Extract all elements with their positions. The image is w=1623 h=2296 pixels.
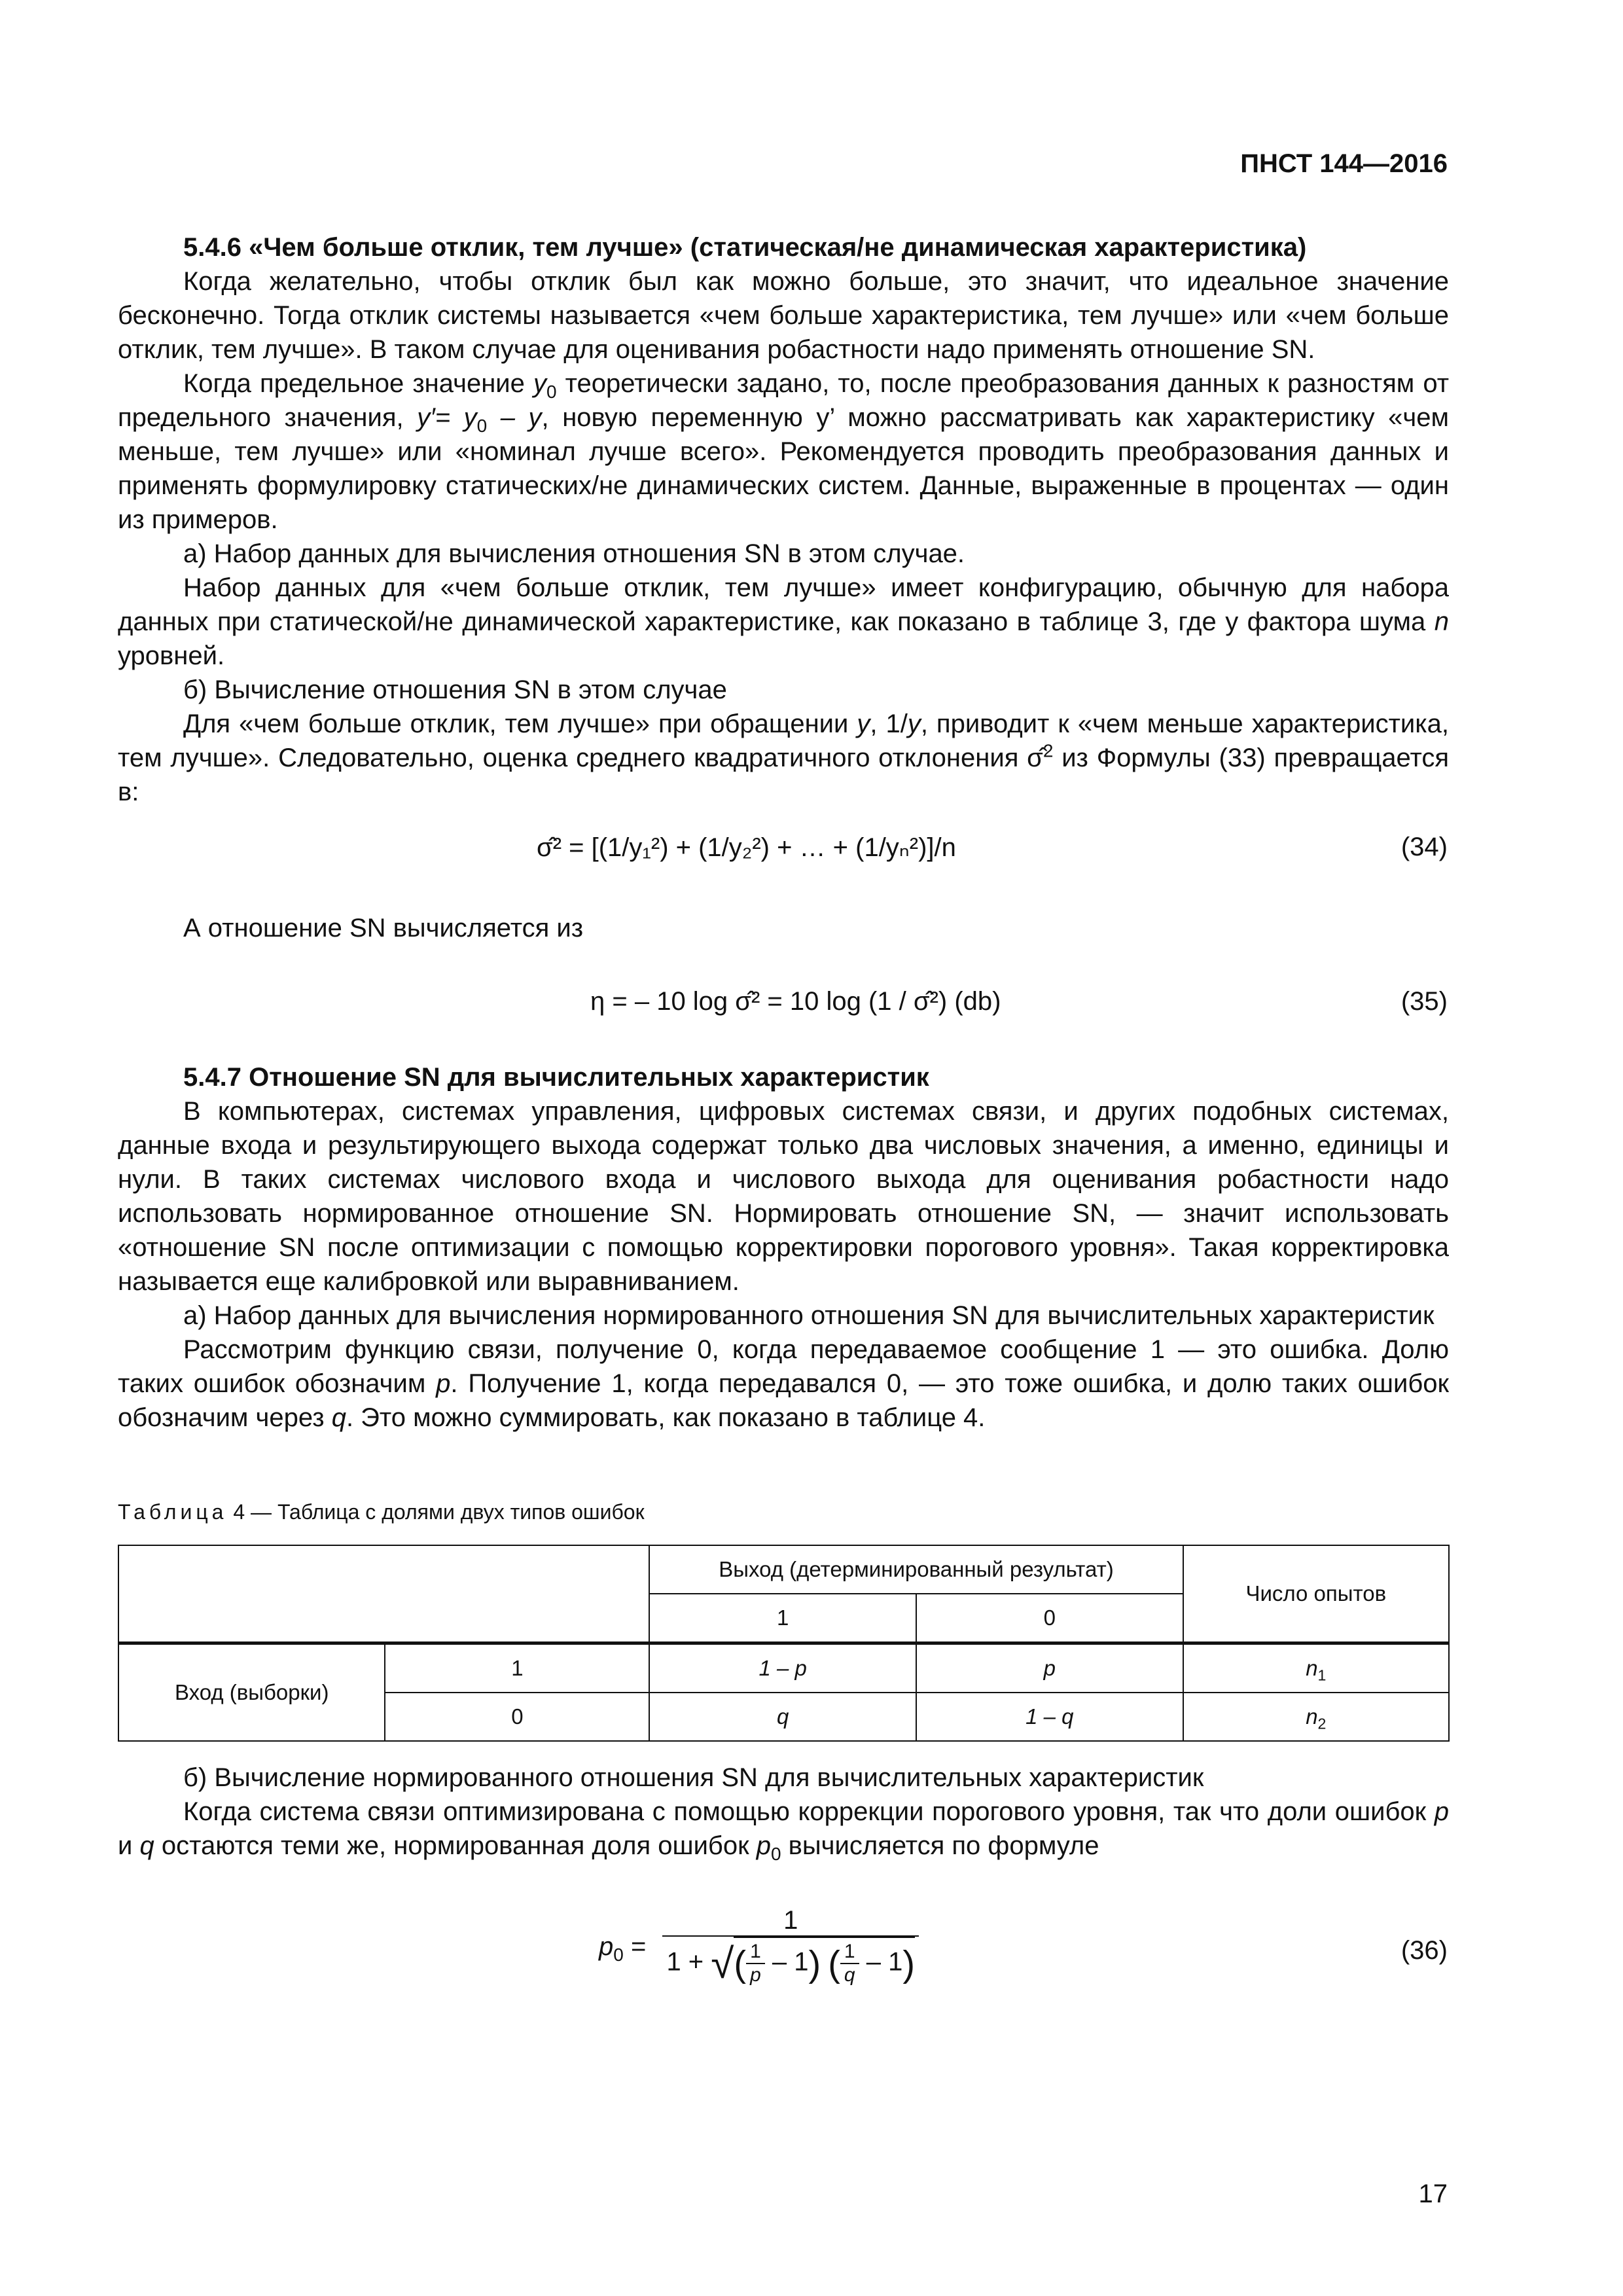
cell-input-0: 0 (385, 1693, 649, 1741)
section-5-4-7-b (118, 1761, 1449, 1863)
page-number: 17 (1418, 2179, 1448, 2208)
equation-number-35: (35) (1400, 987, 1448, 1016)
eq36-denominator: 1 + √( $\frac{1}{p}$ – 1) ( $\frac{1}{q}$ – 1) (662, 1937, 919, 1988)
paragraph: Набор данных для «чем больше отклик, тем лучше» имеет конфигурацию, обычную для набора данных при статической/не динамической характеристике, как показано в таблице 3, где у фактора шума n уровней. (118, 573, 1449, 670)
header-output: Выход (детерминированный результат) (649, 1545, 1183, 1594)
header-out-0: 0 (916, 1594, 1183, 1643)
paragraph: Когда система связи оптимизирована с помощью коррекции порогового уровня, так что доли ошибок p и q остаются теми же, нормированная доля ошибок $p_0$ вычисляется по формуле (118, 1797, 1449, 1864)
sn-from-line: А отношение SN вычисляется из (183, 914, 584, 942)
cell-r2-n: $n_2$ (1183, 1693, 1449, 1741)
cell-r2-c0: 1 – q (916, 1693, 1183, 1741)
doc-code-header: ПНСТ 144—2016 (1240, 149, 1448, 178)
section-heading: 5.4.7 Отношение SN для вычислительных характеристик (183, 1063, 929, 1092)
equation-number-36: (36) (1400, 1936, 1448, 1965)
item-a-title: а) Набор данных для вычисления нормированного отношения SN для вычислительных характеристик (183, 1301, 1435, 1330)
eq36-numerator: 1 (662, 1906, 919, 1937)
item-b-title: б) Вычисление нормированного отношения SN для вычислительных характеристик (183, 1763, 1204, 1792)
cell-r1-n: $n_1$ (1183, 1643, 1449, 1693)
error-table (118, 1545, 1450, 1742)
section-5-4-7 (118, 1060, 1449, 1435)
paragraph: Когда желательно, чтобы отклик был как можно больше, это значит, что идеальное значение бесконечно. Тогда отклик системы называется «чем больше характеристика, тем лучше» или «чем больше отклик, тем лучше». В таком случае для оценивания робастности надо применять отношение SN. (118, 267, 1449, 364)
item-a-title: а) Набор данных для вычисления отношения SN в этом случае. (183, 539, 965, 568)
equation-36: $p_0$ = 1 1 + √( $\frac{1}{p}$ – 1) ( $\frac{1}{q}$ – 1) (599, 1906, 919, 1988)
item-b-title: б) Вычисление отношения SN в этом случае (183, 675, 727, 704)
equation-35: η = – 10 log σ̂² = 10 log (1 / σ̂²) (db) (590, 987, 1001, 1016)
equation-number-34: (34) (1400, 833, 1448, 861)
header-count: Число опытов (1183, 1545, 1449, 1643)
section-5-4-6 (118, 230, 1449, 809)
paragraph: Рассмотрим функцию связи, получение 0, когда передаваемое сообщение 1 — это ошибка. Долю таких ошибок обозначим p. Получение 1, когда передавался 0, — это тоже ошибка, и долю таких ошибок обозначим через q. Это можно суммировать, как показано в таблице 4. (118, 1335, 1449, 1432)
cell-r2-c1: q (649, 1693, 916, 1741)
paragraph: В компьютерах, системах управления, цифровых системах связи, и других подобных системах, данные входа и результирующего выхода содержат только два числовых значения, а именно, единицы и нули. В таких системах числового входа и числового выхода для оценивания робастности надо использовать нормированное отношение SN. Нормировать отношение SN, — значит использовать «отношение SN после оптимизации с помощью корректировки порогового уровня». Такая корректировка называется еще калибровкой или выравниванием. (118, 1097, 1449, 1296)
equation-34: σ̂² = [(1/y₁²) + (1/y₂²) + … + (1/yₙ²)]/n (537, 833, 956, 862)
header-out-1: 1 (649, 1594, 916, 1643)
empty-corner-cell (118, 1545, 649, 1643)
table-caption: Таблица 4 — Таблица с долями двух типов ошибок (118, 1500, 645, 1524)
paragraph: Когда предельное значение $y_0$ теоретически задано, то, после преобразования данных к разностям от предельного значения, $y'= y_0 - y$, новую переменную y’ можно рассматривать как характеристику «чем меньше, тем лучше» или «номинал лучше всего». Рекомендуется проводить преобразования данных и применять формулировку статических/не динамических систем. Данные, выраженные в процентах — один из примеров. (118, 369, 1450, 534)
cell-input-1: 1 (385, 1643, 649, 1693)
cell-r1-c0: p (916, 1643, 1183, 1693)
section-heading: 5.4.6 «Чем больше отклик, тем лучше» (статическая/не динамическая характеристика) (183, 233, 1307, 262)
paragraph: Для «чем больше отклик, тем лучше» при обращении y, 1/y, приводит к «чем меньше характеристика, тем лучше». Следовательно, оценка среднего квадратичного отклонения σ̂$^2$ из Формулы (33) превращается в: (118, 709, 1449, 806)
cell-r1-c1: 1 – p (649, 1643, 916, 1693)
row-label-input: Вход (выборки) (118, 1643, 385, 1742)
